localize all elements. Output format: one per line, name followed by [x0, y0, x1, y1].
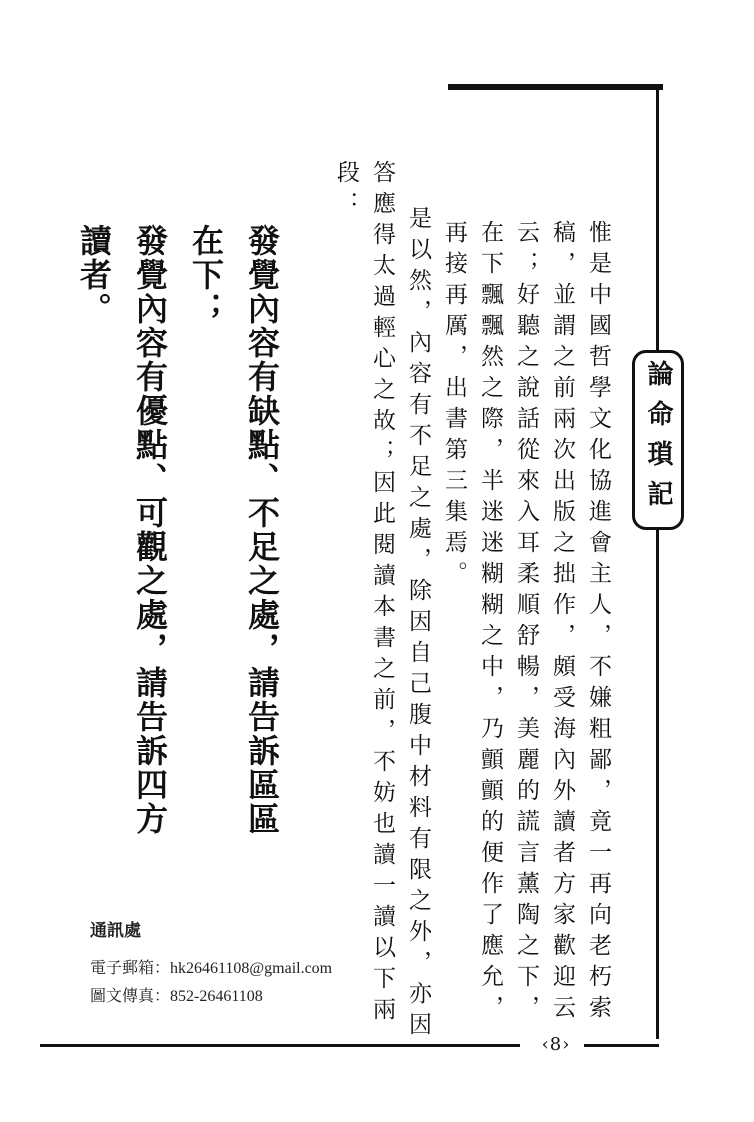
- contact-block: [90, 916, 390, 1011]
- contact-email: 電子郵箱：hk26461108@gmail.com: [90, 960, 333, 977]
- right-rule: [656, 84, 659, 1039]
- body-paragraph-2: 是以然，內容有不足之處，除因自己腹中材料有限之外，亦因答應得太過輕心之故；因此閱讀本書之前，不妨也讀一讀以下兩段：: [333, 160, 431, 1043]
- chapter-title-tab: [632, 350, 684, 530]
- top-rule: [448, 84, 663, 90]
- notice-line-2: 發覺內容有優點、可觀之處，請告訴四方讀者。: [75, 224, 169, 836]
- notice-block: [75, 224, 290, 844]
- body-text: [333, 160, 616, 1050]
- chapter-title: 論命瑣記: [643, 360, 673, 520]
- body-paragraph-1: 惟是中國哲學文化協進會主人，不嫌粗鄙，竟一再向老朽索稿，並謂之前兩次出版之拙作，頗受海內外讀者方家歡迎云云；好聽之說話從來入耳柔順舒暢，美麗的謊言薰陶之下，在下飄飄然之際，半迷迷糊糊之中，乃顫顫的便作了應允，再接再厲，出書第三集焉。: [441, 220, 611, 1026]
- page-number: ‹8›: [541, 1034, 571, 1055]
- contact-fax: 圖文傳真：852-26461108: [90, 988, 263, 1005]
- notice-line-1: 發覺內容有缺點、不足之處，請告訴區區在下；: [187, 224, 281, 836]
- contact-heading: 通訊處: [90, 921, 141, 941]
